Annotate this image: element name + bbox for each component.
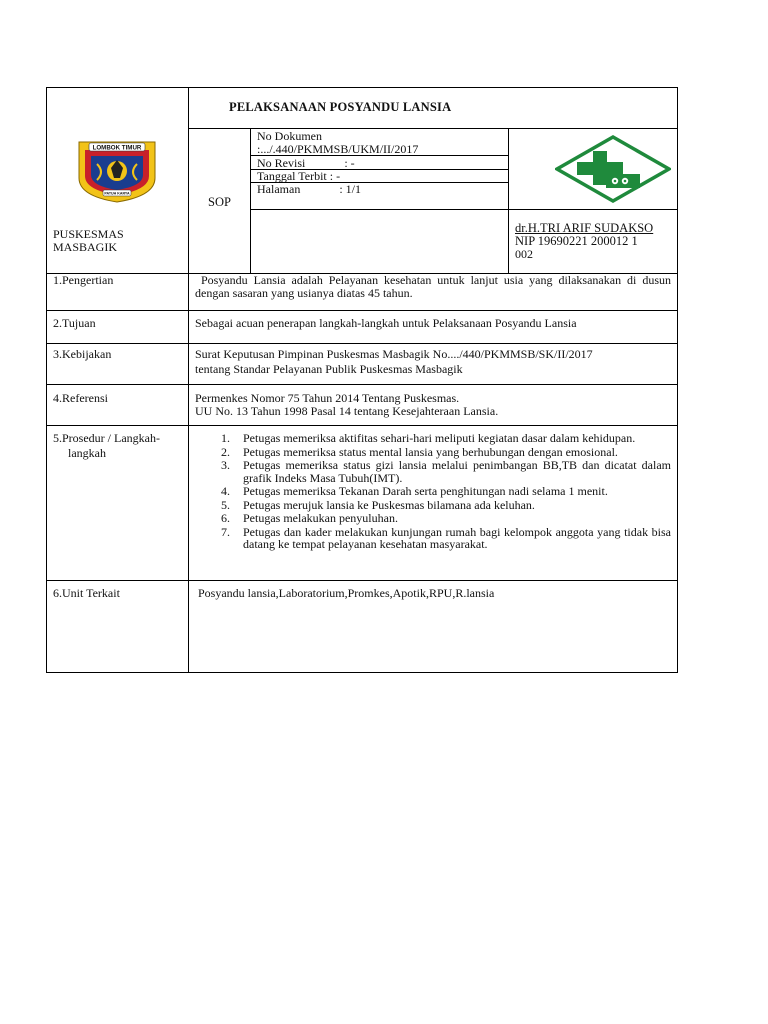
revision-number: No Revisi : -	[257, 156, 355, 170]
prosedur-step	[195, 446, 671, 459]
prosedur-step-number: 7.	[221, 524, 230, 539]
row-divider-prosedur	[46, 425, 678, 426]
referensi-label: 4.Referensi	[53, 391, 108, 405]
table-border-top	[46, 87, 678, 88]
tujuan-label: 2.Tujuan	[53, 316, 96, 330]
unit-terkait-label: 6.Unit Terkait	[53, 586, 120, 600]
doc-number-label: No Dokumen	[257, 129, 322, 143]
sop-col-divider	[250, 128, 251, 273]
document-title: PELAKSANAAN POSYANDU LANSIA	[229, 100, 452, 114]
prosedur-step-text: Petugas memeriksa Tekanan Darah serta penghitungan nadi selama 1 menit.	[243, 484, 608, 498]
prosedur-step	[195, 432, 671, 445]
seal-top-text: LOMBOK TIMUR	[92, 144, 142, 152]
body-col-divider	[188, 273, 189, 673]
prosedur-label-line-1: 5.Prosedur / Langkah-	[53, 431, 160, 445]
referensi-text-line-1: Permenkes Nomor 75 Tahun 2014 Tentang Puskesmas.	[195, 391, 460, 405]
header-col-divider	[188, 87, 189, 273]
prosedur-label-line-2: langkah	[68, 446, 106, 460]
sop-label: SOP	[208, 195, 231, 209]
prosedur-step-text: Petugas merujuk lansia ke Puskesmas bilamana ada keluhan.	[243, 497, 535, 512]
row-divider-referensi	[46, 384, 678, 385]
prosedur-step-number: 4.	[221, 484, 230, 498]
docinfo-row-4	[250, 209, 678, 210]
table-border-left	[46, 87, 47, 673]
page-number: Halaman : 1/1	[257, 182, 361, 196]
signatory-name: dr.H.TRI ARIF SUDAKSO	[515, 221, 654, 235]
pengertian-label: 1.Pengertian	[53, 273, 114, 287]
prosedur-step-text: Petugas memeriksa aktifitas sehari-hari meliputi kegiatan dasar dalam kehidupan.	[243, 431, 636, 445]
kebijakan-text-line-2: tentang Standar Pelayanan Publik Puskesmas Masbagik	[195, 362, 463, 376]
table-border-right	[677, 87, 678, 673]
prosedur-step	[195, 485, 671, 498]
doc-number-value: :.../.440/PKMMSB/UKM/II/2017	[257, 142, 419, 156]
prosedur-step-text: Petugas memeriksa status gizi lansia melalui penimbangan BB,TB dan dicatat dalam grafik Indeks Masa Tubuh(IMT).	[243, 458, 671, 485]
prosedur-step	[195, 499, 671, 512]
table-border-bottom	[46, 672, 678, 673]
kebijakan-label: 3.Kebijakan	[53, 347, 112, 361]
seal-motto-text: PATUH KARYA	[104, 191, 130, 196]
prosedur-step-number: 3.	[221, 458, 230, 472]
row-divider-tujuan	[46, 310, 678, 311]
prosedur-step-number: 5.	[221, 497, 230, 512]
row-divider-kebijakan	[46, 343, 678, 344]
signatory-nip-line-1: NIP 19690221 200012 1	[515, 234, 638, 248]
unit-terkait-text: Posyandu lansia,Laboratorium,Promkes,Apotik,RPU,R.lansia	[195, 586, 495, 600]
institution-line-1: PUSKESMAS	[53, 227, 124, 241]
puskesmas-logo-icon	[555, 135, 671, 203]
prosedur-step-number: 2.	[221, 444, 230, 459]
signatory-nip-line-2: 002	[515, 247, 533, 261]
prosedur-step	[195, 459, 671, 484]
institution-line-2: MASBAGIK	[53, 240, 118, 254]
prosedur-step	[195, 526, 671, 551]
referensi-text-line-2: UU No. 13 Tahun 1998 Pasal 14 tentang Kesejahteraan Lansia.	[195, 404, 499, 418]
date-issued: Tanggal Terbit : -	[257, 169, 341, 183]
tujuan-text: Sebagai acuan penerapan langkah-langkah untuk Pelaksanaan Posyandu Lansia	[195, 316, 577, 330]
prosedur-step-number: 1.	[221, 431, 230, 445]
docinfo-col-divider	[508, 128, 509, 273]
prosedur-step	[195, 512, 671, 525]
pengertian-text: Posyandu Lansia adalah Pelayanan kesehatan untuk lanjut usia yang dilaksanakan di dusun dengan sasaran yang usianya diatas 45 tahun.	[195, 273, 674, 300]
kebijakan-text-line-1: Surat Keputusan Pimpinan Puskesmas Masbagik No..../440/PKMMSB/SK/II/2017	[195, 347, 593, 361]
prosedur-step-text: Petugas memeriksa status mental lansia yang berhubungan dengan emosional.	[243, 444, 618, 459]
prosedur-steps-list	[195, 432, 671, 552]
prosedur-step-text: Petugas dan kader melakukan kunjungan rumah bagi kelompok anggota yang tidak bisa datang ke tempat pelayanan kesehatan masyarakat.	[243, 524, 671, 551]
lombok-timur-seal-icon	[75, 138, 159, 204]
prosedur-step-number: 6.	[221, 511, 230, 525]
prosedur-step-text: Petugas melakukan penyuluhan.	[243, 511, 398, 525]
row-divider-unit	[46, 580, 678, 581]
